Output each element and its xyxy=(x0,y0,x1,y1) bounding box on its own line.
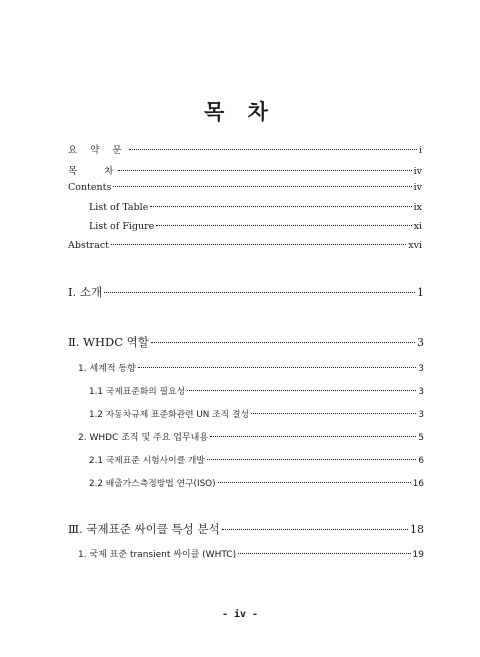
dot-leader xyxy=(210,436,416,437)
toc-label: Ⅱ. WHDC 역할 xyxy=(68,335,149,349)
toc-page-number: i xyxy=(418,145,422,156)
toc-page-number: 3 xyxy=(418,364,424,374)
toc-entry-list-of-table[interactable] xyxy=(89,202,422,213)
toc-page-number: 3 xyxy=(418,387,424,397)
toc-page-number: 19 xyxy=(412,550,424,560)
toc-entry-list-of-figure[interactable] xyxy=(89,221,422,232)
toc-label: 1.2 자동차규제 표준화관련 UN 조직 결성 xyxy=(89,410,249,420)
toc-label: 1. 국제 표준 transient 싸이클 (WHTC) xyxy=(78,550,237,560)
toc-entry-section-2[interactable] xyxy=(78,430,424,443)
toc-entry-chapter-1[interactable] xyxy=(68,284,424,300)
toc-page-number: ix xyxy=(413,202,422,213)
toc-entry-section-1[interactable] xyxy=(78,361,424,374)
dot-leader xyxy=(111,244,406,245)
toc-entry-summary[interactable] xyxy=(68,142,422,156)
toc-label: Contents xyxy=(68,182,112,193)
toc-page-number: 18 xyxy=(410,523,424,536)
dot-leader xyxy=(118,170,411,171)
page-number-footer: - iv - xyxy=(221,609,259,620)
toc-label: 2. WHDC 조직 및 주요 업무내용 xyxy=(78,433,209,443)
toc-entry-chapter-3[interactable] xyxy=(68,521,424,537)
toc-entry-section-2-1[interactable] xyxy=(89,453,424,466)
toc-entry-contents-en[interactable] xyxy=(68,182,422,193)
dot-leader xyxy=(187,390,416,391)
toc-label: 1.1 국제표준화의 필요성 xyxy=(89,387,186,397)
page-title: 목 차 xyxy=(204,99,276,124)
toc-entry-chapter-2[interactable] xyxy=(68,334,424,350)
toc-page-number: 6 xyxy=(418,456,424,466)
dot-leader xyxy=(104,292,415,293)
toc-entry-section-1-2[interactable] xyxy=(89,407,424,420)
toc-label: 2.1 국제표준 시험사이클 개발 xyxy=(89,456,205,466)
toc-label: List of Figure xyxy=(89,221,155,232)
dot-leader xyxy=(150,206,411,207)
toc-page-number: xi xyxy=(413,221,422,232)
toc-page-number: iv xyxy=(413,182,422,193)
toc-entry-abstract[interactable] xyxy=(68,240,422,251)
dot-leader xyxy=(207,459,417,460)
toc-page-number: 5 xyxy=(418,433,424,443)
toc-entry-contents-kr[interactable] xyxy=(68,163,422,177)
toc-page-number: 16 xyxy=(412,479,424,489)
toc-label: 목 차 xyxy=(68,166,117,177)
toc-page-number: 1 xyxy=(417,286,424,299)
toc-label: Ⅲ. 국제표준 싸이클 특성 분석 xyxy=(68,522,220,536)
toc-label: 2.2 배출가스측정방법 연구(ISO) xyxy=(89,479,216,489)
dot-leader xyxy=(251,413,416,414)
toc-label: Abstract xyxy=(68,240,109,251)
dot-leader xyxy=(238,553,410,554)
toc-label: 1. 세계적 동향 xyxy=(78,364,136,374)
toc-page-number: iv xyxy=(413,166,422,177)
dot-leader xyxy=(138,367,416,368)
toc-entry-section-1-1[interactable] xyxy=(89,384,424,397)
toc-label: Ⅰ. 소개 xyxy=(68,285,103,299)
toc-page-number: 3 xyxy=(418,410,424,420)
toc-page-number: xvi xyxy=(408,240,422,251)
dot-leader xyxy=(151,342,415,343)
dot-leader xyxy=(222,529,408,530)
toc-label: List of Table xyxy=(89,202,149,213)
toc-page-number: 3 xyxy=(417,336,424,349)
toc-entry-section-3-1[interactable] xyxy=(78,547,424,560)
toc-label: 요 약 문 xyxy=(68,145,127,156)
dot-leader xyxy=(113,186,411,187)
toc-entry-section-2-2[interactable] xyxy=(89,476,424,489)
dot-leader xyxy=(156,225,411,226)
dot-leader xyxy=(129,149,417,150)
dot-leader xyxy=(218,482,411,483)
